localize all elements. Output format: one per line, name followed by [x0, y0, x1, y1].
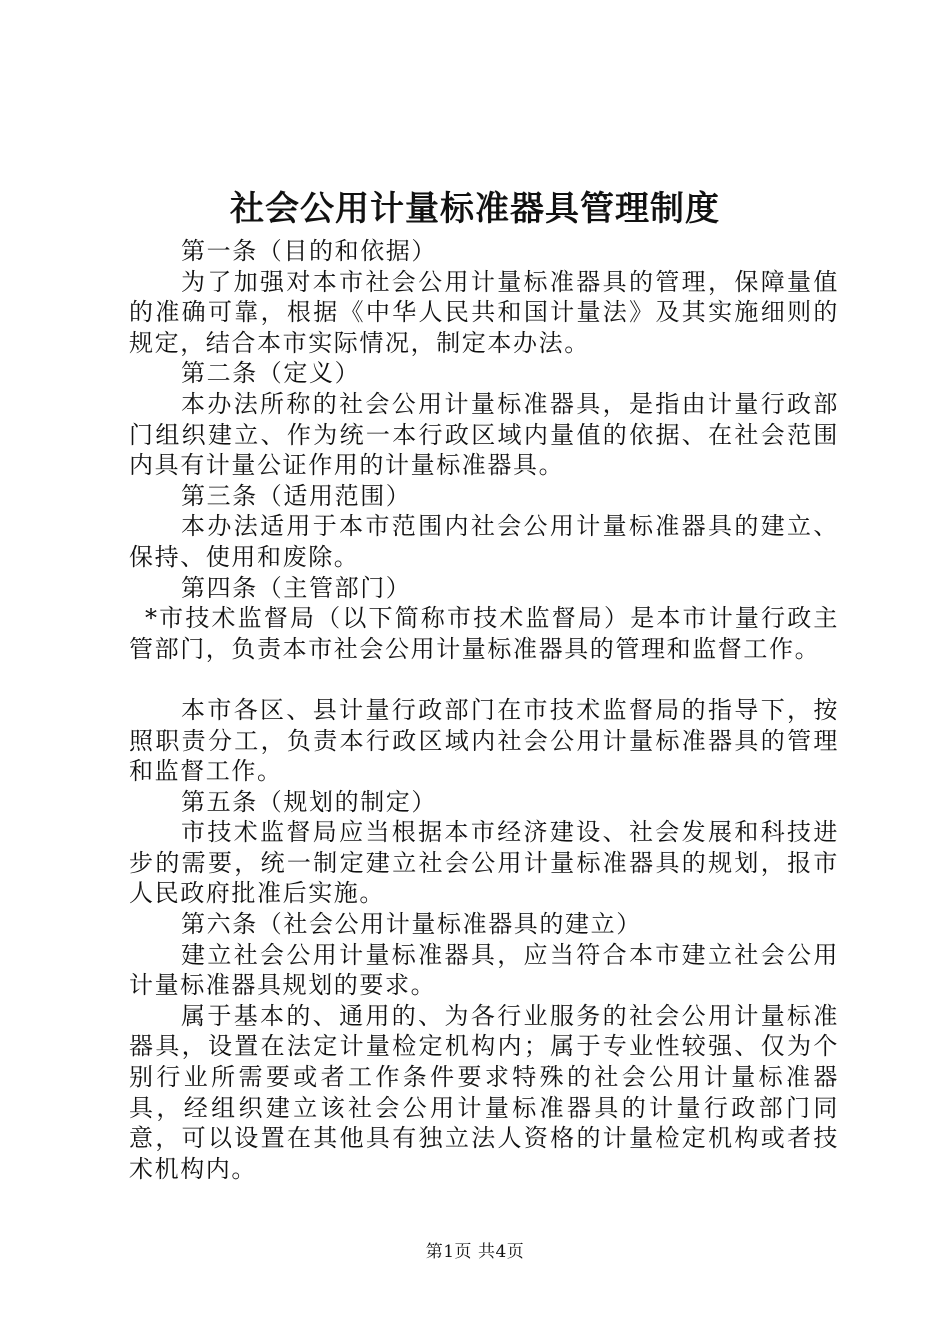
body-paragraph: 本市各区、县计量行政部门在市技术监督局的指导下，按照职责分工，负责本行政区域内社会公用计量标准器具的管理和监督工作。	[129, 695, 839, 786]
document-body	[129, 236, 839, 1184]
document-title: 社会公用计量标准器具管理制度	[230, 189, 720, 229]
article-heading: 第三条（适用范围）	[181, 481, 412, 510]
article-heading: 第二条（定义）	[181, 359, 361, 388]
article-heading: 第六条（社会公用计量标准器具的建立）	[181, 910, 642, 939]
body-paragraph: 市技术监督局应当根据本市经济建设、社会发展和科技进步的需要，统一制定建立社会公用计量标准器具的规划，报市人民政府批准后实施。	[129, 818, 839, 908]
body-paragraph: 属于基本的、通用的、为各行业服务的社会公用计量标准器具，设置在法定计量检定机构内；属于专业性较强、仅为个别行业所需要或者工作条件要求特殊的社会公用计量标准器具，经组织建立该社会公用计量标准器具的计量行政部门同意，可以设置在其他具有独立法人资格的计量检定机构或者技术机构内。	[129, 1001, 839, 1183]
body-paragraph: *市技术监督局（以下简称市技术监督局）是本市计量行政主管部门，负责本市社会公用计量标准器具的管理和监督工作。	[129, 604, 839, 663]
body-paragraph: 建立社会公用计量标准器具，应当符合本市建立社会公用计量标准器具规划的要求。	[129, 940, 839, 1000]
page-number-footer: 第1页 共4页	[425, 1242, 525, 1262]
blank-line	[129, 664, 839, 695]
body-paragraph: 本办法适用于本市范围内社会公用计量标准器具的建立、保持、使用和废除。	[129, 512, 839, 571]
body-paragraph: 为了加强对本市社会公用计量标准器具的管理，保障量值的准确可靠，根据《中华人民共和国计量法》及其实施细则的规定，结合本市实际情况，制定本办法。	[129, 267, 839, 357]
article-heading: 第一条（目的和依据）	[181, 237, 437, 265]
article-heading: 第四条（主管部门）	[181, 573, 412, 602]
body-paragraph: 本办法所称的社会公用计量标准器具，是指由计量行政部门组织建立、作为统一本行政区域内量值的依据、在社会范围内具有计量公证作用的计量标准器具。	[129, 389, 839, 480]
article-heading: 第五条（规划的制定）	[181, 787, 437, 816]
